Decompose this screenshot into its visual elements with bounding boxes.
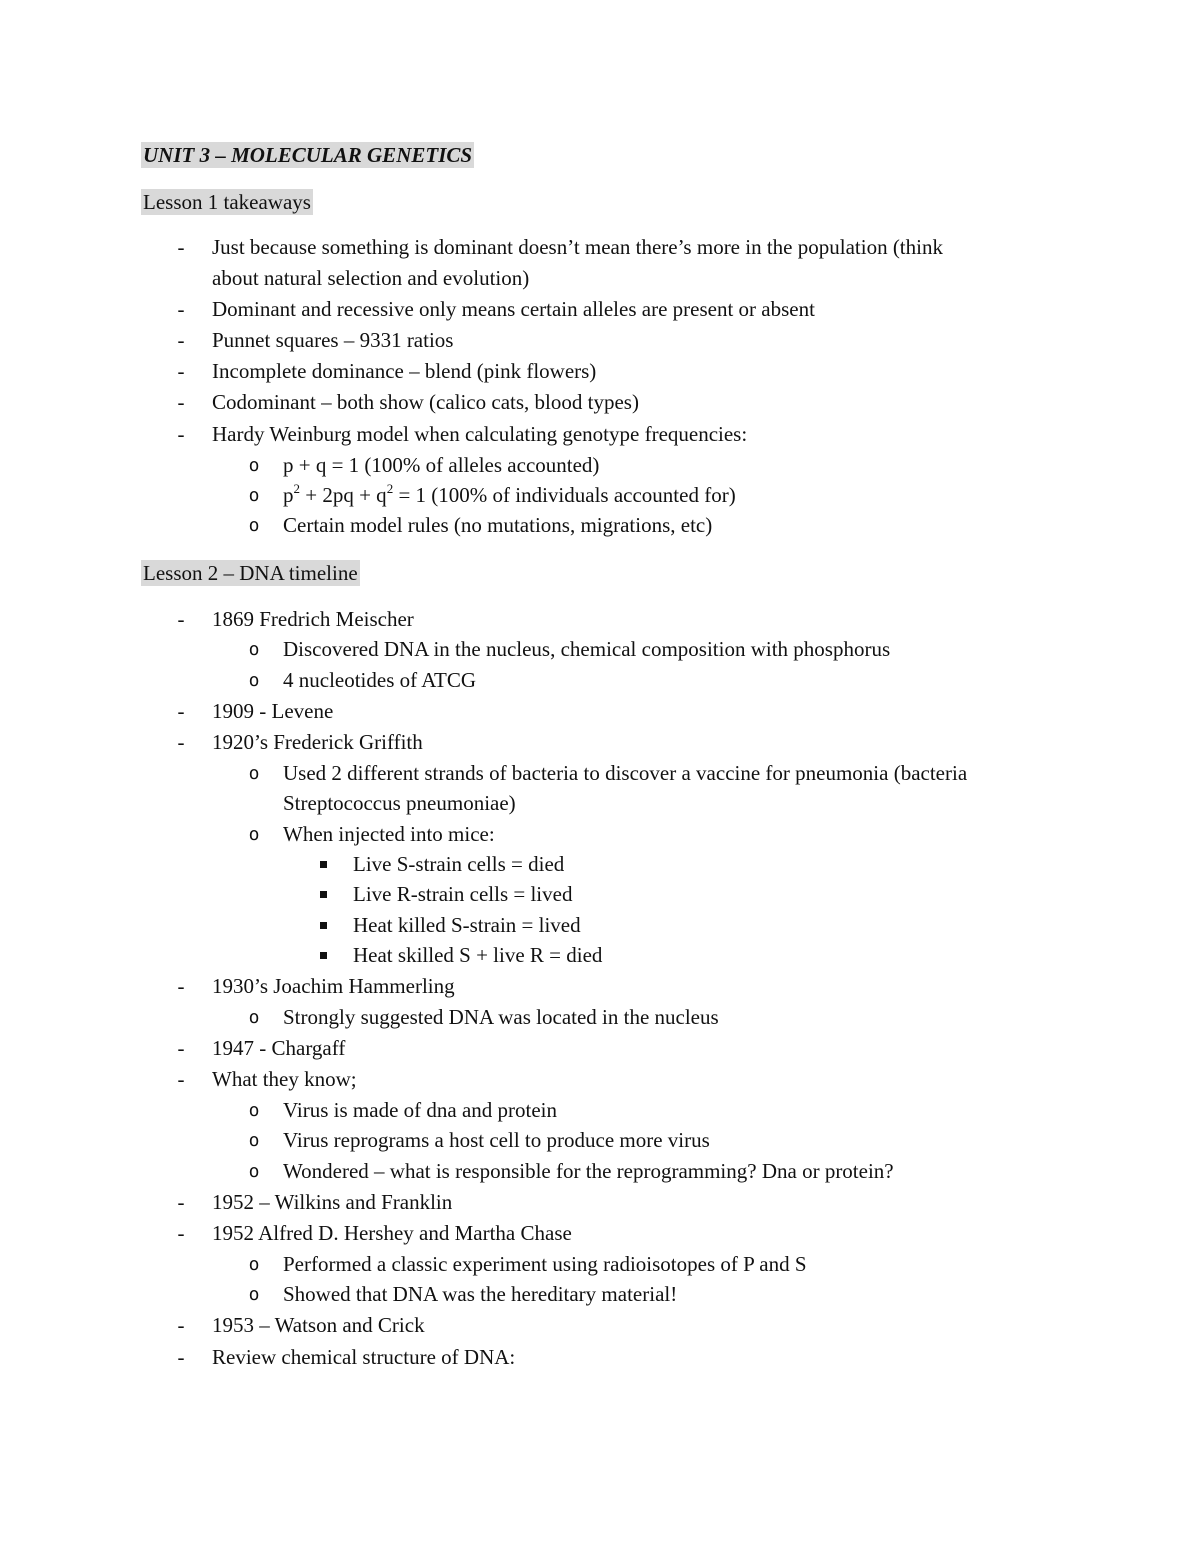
list-item-text: Dominant and recessive only means certain alleles are present or absent bbox=[212, 297, 815, 321]
list-item-text: Review chemical structure of DNA: bbox=[212, 1345, 516, 1369]
dash-bullet: - bbox=[177, 390, 185, 414]
sub-list-item bbox=[0, 1095, 1200, 1126]
dash-bullet: - bbox=[177, 235, 185, 259]
list-item-text: Streptococcus pneumoniae) bbox=[283, 791, 516, 815]
list-item-text: 4 nucleotides of ATCG bbox=[283, 668, 477, 692]
dash-bullet: - bbox=[177, 1190, 185, 1214]
list-item-text: 1947 - Chargaff bbox=[212, 1036, 346, 1060]
timeline-item bbox=[0, 727, 1200, 758]
timeline-item bbox=[0, 1218, 1200, 1249]
page-title: UNIT 3 – MOLECULAR GENETICS bbox=[143, 143, 473, 167]
circle-bullet: o bbox=[248, 1254, 260, 1275]
list-item bbox=[0, 419, 1200, 450]
list-item-text: 1952 Alfred D. Hershey and Martha Chase bbox=[212, 1221, 572, 1245]
dash-bullet: - bbox=[177, 1036, 185, 1060]
circle-bullet: o bbox=[248, 824, 260, 845]
sub-list-item bbox=[0, 1125, 1200, 1156]
sub-sub-list-item bbox=[0, 849, 1200, 880]
list-item-text: 1952 – Wilkins and Franklin bbox=[212, 1190, 453, 1214]
list-item-text: Live S-strain cells = died bbox=[353, 852, 565, 876]
timeline-item bbox=[0, 1342, 1200, 1373]
list-item-text: 1869 Fredrich Meischer bbox=[212, 607, 414, 631]
circle-bullet: o bbox=[248, 1284, 260, 1305]
list-item bbox=[0, 294, 1200, 325]
list-item-continuation bbox=[0, 263, 1200, 294]
list-item-text: 1909 - Levene bbox=[212, 699, 334, 723]
sub-list-item bbox=[0, 1002, 1200, 1033]
equation-part: = 1 (100% of individuals accounted for) bbox=[393, 483, 736, 507]
sub-sub-list-item bbox=[0, 879, 1200, 910]
list-item-text: 1920’s Frederick Griffith bbox=[212, 730, 423, 754]
sub-list-item bbox=[0, 1249, 1200, 1280]
list-item bbox=[0, 356, 1200, 387]
timeline-item bbox=[0, 604, 1200, 635]
dash-bullet: - bbox=[177, 974, 185, 998]
square-bullet-icon bbox=[316, 849, 330, 880]
list-item-text: 1953 – Watson and Crick bbox=[212, 1313, 425, 1337]
list-item-text: Codominant – both show (calico cats, blood types) bbox=[212, 390, 639, 414]
square-bullet-icon bbox=[316, 940, 330, 971]
square-bullet-icon bbox=[316, 910, 330, 941]
list-item-text: Just because something is dominant doesn’t mean there’s more in the population (think bbox=[212, 235, 943, 259]
dash-bullet: - bbox=[177, 297, 185, 321]
timeline-item bbox=[0, 1064, 1200, 1095]
timeline-item bbox=[0, 1033, 1200, 1064]
circle-bullet: o bbox=[248, 639, 260, 660]
list-item-text: Heat skilled S + live R = died bbox=[353, 943, 603, 967]
circle-bullet: o bbox=[248, 455, 260, 476]
list-item-text: Punnet squares – 9331 ratios bbox=[212, 328, 454, 352]
list-item bbox=[0, 387, 1200, 418]
list-item-text: Showed that DNA was the hereditary material! bbox=[283, 1282, 678, 1306]
circle-bullet: o bbox=[248, 1007, 260, 1028]
equation-part: + 2pq + q bbox=[300, 483, 387, 507]
list-item-text: Virus is made of dna and protein bbox=[283, 1098, 558, 1122]
dash-bullet: - bbox=[177, 607, 185, 631]
circle-bullet: o bbox=[248, 763, 260, 784]
sub-list-item bbox=[0, 510, 1200, 541]
list-item-text: about natural selection and evolution) bbox=[212, 266, 530, 290]
circle-bullet: o bbox=[248, 515, 260, 536]
list-item-text: What they know; bbox=[212, 1067, 357, 1091]
list-item-text: p + q = 1 (100% of alleles accounted) bbox=[283, 453, 600, 477]
list-item-text: Incomplete dominance – blend (pink flowers) bbox=[212, 359, 597, 383]
circle-bullet: o bbox=[248, 1130, 260, 1151]
dash-bullet: - bbox=[177, 422, 185, 446]
list-item bbox=[0, 325, 1200, 356]
list-item-text: Hardy Weinburg model when calculating genotype frequencies: bbox=[212, 422, 748, 446]
timeline-item bbox=[0, 1187, 1200, 1218]
lesson1-heading: Lesson 1 takeaways bbox=[143, 190, 311, 214]
timeline-item bbox=[0, 971, 1200, 1002]
sub-list-item bbox=[0, 665, 1200, 696]
list-item-text: Virus reprograms a host cell to produce more virus bbox=[283, 1128, 710, 1152]
dash-bullet: - bbox=[177, 359, 185, 383]
equation-text bbox=[283, 480, 736, 511]
sub-list-item bbox=[0, 819, 1200, 850]
timeline-item bbox=[0, 696, 1200, 727]
dash-bullet: - bbox=[177, 730, 185, 754]
dash-bullet: - bbox=[177, 1313, 185, 1337]
dash-bullet: - bbox=[177, 699, 185, 723]
sub-sub-list-item bbox=[0, 910, 1200, 941]
dash-bullet: - bbox=[177, 1221, 185, 1245]
sub-list-item bbox=[0, 480, 1200, 511]
dash-bullet: - bbox=[177, 1345, 185, 1369]
list-item-text: When injected into mice: bbox=[283, 822, 495, 846]
list-item-text: Strongly suggested DNA was located in the nucleus bbox=[283, 1005, 719, 1029]
dash-bullet: - bbox=[177, 1067, 185, 1091]
list-item-text: Wondered – what is responsible for the reprogramming? Dna or protein? bbox=[283, 1159, 894, 1183]
list-item-text: Heat killed S-strain = lived bbox=[353, 913, 581, 937]
circle-bullet: o bbox=[248, 1100, 260, 1121]
circle-bullet: o bbox=[248, 670, 260, 691]
list-item-text: 1930’s Joachim Hammerling bbox=[212, 974, 455, 998]
list-item-text: Discovered DNA in the nucleus, chemical composition with phosphorus bbox=[283, 637, 891, 661]
dash-bullet: - bbox=[177, 328, 185, 352]
sub-list-item bbox=[0, 1279, 1200, 1310]
list-item-text: Live R-strain cells = lived bbox=[353, 882, 573, 906]
sub-list-item bbox=[0, 1156, 1200, 1187]
superscript: 2 bbox=[386, 481, 394, 496]
superscript: 2 bbox=[293, 481, 300, 496]
list-item-text: Performed a classic experiment using radioisotopes of P and S bbox=[283, 1252, 807, 1276]
lesson2-heading: Lesson 2 – DNA timeline bbox=[143, 561, 358, 585]
sub-list-item-continuation bbox=[0, 788, 1200, 819]
sub-sub-list-item bbox=[0, 940, 1200, 971]
sub-list-item bbox=[0, 758, 1200, 789]
circle-bullet: o bbox=[248, 1161, 260, 1182]
equation-part: p bbox=[283, 483, 294, 507]
timeline-item bbox=[0, 1310, 1200, 1341]
sub-list-item bbox=[0, 450, 1200, 481]
circle-bullet: o bbox=[248, 485, 260, 506]
list-item-text: Certain model rules (no mutations, migrations, etc) bbox=[283, 513, 713, 537]
list-item-text: Used 2 different strands of bacteria to discover a vaccine for pneumonia (bacteria bbox=[283, 761, 968, 785]
list-item bbox=[0, 232, 1200, 263]
sub-list-item bbox=[0, 634, 1200, 665]
square-bullet-icon bbox=[316, 879, 330, 910]
